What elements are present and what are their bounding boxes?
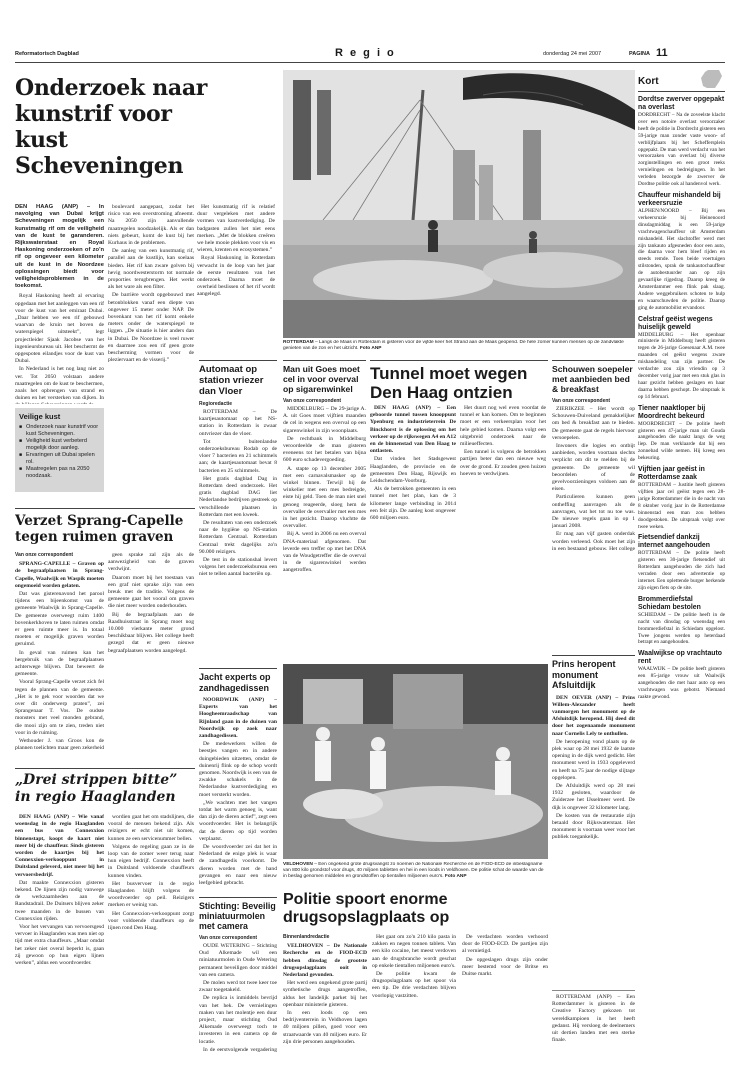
- paragraph: Het gaat om zo'n 210 kilo pasta in zakken en negen tonnen tablets. Van een kilo cocaine, het meest verdoven aan de drugsbranche wordt geschat op enkele tientallen miljoenen euro's.: [372, 934, 456, 969]
- kort-item: [638, 405, 725, 462]
- paragraph: De woordvoerder zei dat het in Nederland de enige plek is waar de zandhagedis voorkomt. De dieren worden met de hand gevangen en naar een nieuw leefgebied gebracht.: [199, 844, 277, 887]
- paragraph: DEN HAAG (ANP) – Een geboorde tunnel tussen knooppunt Ypenburg en industrieterrein De Binckhorst is de oplossing om het verkeer op de rijkswegen A4 en A12 en de binnenstad van Den Haag te ontlasten.: [370, 405, 456, 455]
- paragraph: OUDE WETERING – Stichting Oud Alkemade wil een miniatuurmolen in Oude Wetering permanent beveiligen door middel van een camera.: [199, 943, 277, 978]
- kort-item-title: Dordtse zwerver opgepakt na overlast: [638, 96, 725, 111]
- paragraph: DEN HAAG (ANP) – Wie vanaf woensdag in de regio Haaglanden een bus van Connexxion binnenstapt, koopt de kaart niet meer bij de chauffeur. Sinds gisteren worden de kaartjes bij het Connexxion-verkooppunt in Duitsland geleverd, niet meer bij het vervoersbedrijf.: [15, 814, 104, 878]
- kort-item: [638, 650, 725, 701]
- jacht-article: [199, 668, 277, 893]
- sprang-col2: [108, 552, 194, 750]
- kort-item: [638, 534, 725, 591]
- beach-photo-caption: [283, 340, 635, 354]
- kort-item: [638, 466, 725, 530]
- paragraph: In geval van ruimen kan het hergebruik van de begraafplaatsen achterwege blijven. Dat beweert de gemeente.: [15, 649, 104, 678]
- paragraph: Het duurt nog wel even voordat de tunnel er kan komen. Om te beginnen moet er een verkeersplan voor het hele gebied komen. Daarna volgt een uitgebreid onderzoek naar de milieueffecten.: [460, 405, 546, 448]
- drei-headline: „Drei strippen bitte” in regio Haaglanden: [15, 772, 178, 805]
- list-item: ■ Onderzoek naar kunstrif voor kust Scheveningen.: [19, 424, 100, 438]
- paragraph: Vooral Sprang-Capelle verzet zich fel tegen de plannen van de gemeente. „Het is te gek voor woorden dat we over dit onderwerp praten”, zei Sprangenaar T. Vos. De oudste monsters met veel monden gebrand, die mooi zijn om te zien, treden niet voor in de ruiming.: [15, 679, 104, 736]
- byline: Van onze correspondent: [199, 935, 258, 941]
- main-article-lead: DEN HAAG (ANP) – In navolging van Dubai krijgt Scheveningen mogelijk een kunstmatig rif om de veiligheid van de kust te garanderen. Rijkswaterstaat en Royal Haskoning onderzoeken of zo'n rif op ongeveer een kilometer uit de kust in de Noordzee oplossingen biedt voor veiligheidsproblemen in de toekomst.: [15, 204, 104, 290]
- page-number: 11: [656, 47, 668, 59]
- kort-item-title: Vijftien jaar geëist in Rotterdamse zaak: [638, 466, 705, 482]
- main-article-col2: [108, 204, 194, 404]
- kort-item-text: ALPHEN/NOORD – Bij een verkeersruzie bij Heinenoord dinsdagmiddag is een 59-jarige vrachtwagenchauffeur uit Amsterdam mishandeld. Het slachtoffer werd met zijn tankauto afgesneden door een auto, die daarna voor hem bleef rijden en steeds remde. Toen beide voertuigen stilstonden, sprak de tankautochauffeur de autobestuurder aan op zijn gevaarlijke rijgedrag. Daarop kreeg de Amsterdammer een flink pak slaag. Andere weggebruikers schoten te hulp en waarschuwden de politie. Daarop ging de automobilist ervandoor.: [638, 207, 725, 311]
- paragraph: Bij A. werd in 2006 nu een overval DNA-materiaal afgenomen. Dat leverde een treffer op met het DNA van de Woudgetreffer die de overval in de sigarenwinkel werden aangetroffen.: [283, 531, 366, 574]
- paragraph: SPRANG-CAPELLE – Graven op de begraafplaatsen in Sprang-Capelle, Waalwijk en Waspik moeten ongemoeid worden gelaten.: [15, 561, 104, 589]
- caption-text: – Langs de Maas in Rotterdam is gisteren voor de vijfde keer het Strand aan de Maas geopend. De hele zomer kunnen mensen op de zandvlakte genieten van de zon en het uitzicht.: [283, 340, 624, 351]
- paragraph: Het busvervoer in de regio Haaglanden blijft volgens de woordvoerder op peil. Reizigers merken er weinig van.: [108, 880, 194, 909]
- paragraph: Er mag aan vijf gasten onderdak worden verleend. Ook moet het zijn in een bestaand gebouw. Het college: [552, 531, 635, 551]
- automaat-headline: Automaat op station vriezer dan Vloer: [199, 364, 264, 397]
- paragraph: Het gratis dagblad Dag in Rotterdam deed onderzoek. Het gratis dagblad DAG liet Nederlandse bedrijven gestreek op verschillende plaatsen in Rotterdam met een kweek.: [199, 475, 277, 518]
- tunnel-headline: Tunnel moet wegen Den Haag ontzien: [370, 364, 528, 402]
- beach-photo: [283, 70, 635, 338]
- photo-credit: Foto ANP: [444, 874, 467, 879]
- kort-item: [638, 96, 725, 188]
- paragraph: Dat was gisterenavond het parool tijdens een bijeenkomst van de gemeente Waalwijk in Sprang-Capelle. De gemeente overweegt ruim 1400 bovenkerkhoven te laten ruimen omdat er geen ruimte meer is. In totaal moeten er mogelijk graven worden geruimd.: [15, 591, 104, 648]
- politie-col1: [283, 934, 367, 1058]
- drugs-photo-illustration: [283, 664, 548, 859]
- kort-item-text: ROTTERDAM – De politie heeft gisteren een 30-jarige fietsendief uit Rotterdam aangehouden die zich had verraden door een advertentie op internet. Een oplettende burger herkende zijn eigen fiets op de site.: [638, 550, 725, 591]
- caption-text: – Een ongekend grote drugsvangst zo noemen de Nationale Recherche en de FIOD-ECD de inbeslagname van 800 kilo grondstof voor drugs, 40 miljoen tabletten en hei in een loods in Veldhoven. De politie schat de waarde van de in beslag genomen middelen en grondstoffen op tientallen miljoenen euro's.: [283, 862, 544, 879]
- paragraph: De opgeslagen drugs zijn onder meer bestemd voor de Britse en Duitse markt.: [462, 956, 548, 978]
- paragraph: Particulieren kunnen geen ontheffing aanvragen als de aanvragen, wat het tot nu toe was. De nieuwe regels gaan in op 1 januari 2008.: [552, 494, 635, 530]
- paragraph: Als de betrokken gemeenten in een tunnel met het plan, kan de 3 kilometer lange verbinding in 2014 een feit zijn. De aanleg kost ongeveer 600 miljoen euro.: [370, 486, 456, 522]
- kort-item-title: Fietsendief dankzij internet aangehouden: [638, 534, 710, 550]
- prins-body: [552, 695, 635, 865]
- prins-article: [552, 655, 635, 870]
- kort-item-text: MOORDRECHT – De politie heeft gisteren een 47-jarige man uit Gouda aangehouden die naakt langs de weg liep. De man verklaarde dat hij een zonnebad wilde nemen. Hij kreeg een bekeuring.: [638, 420, 725, 462]
- sprang-headline: Verzet Sprang-Capelle tegen ruimen graven: [15, 513, 184, 545]
- issue-date: donderdag 24 mei 2007: [543, 51, 602, 57]
- drei-col1: [15, 814, 104, 1059]
- paper-name: Reformatorisch Dagblad: [15, 51, 79, 57]
- paragraph: „We wachten met het vangen totdat het warm genoeg is, want dan zijn de dieren actief”, zegt een woordvoerder. Het is belangrijk dat de dieren op tijd worden verplaatst.: [199, 799, 277, 842]
- paragraph: De rechtbank in Middelburg veroordeelde de man gisteren eveneens tot het betalen van bijna 600 euro schadevergoeding.: [283, 435, 366, 464]
- kort-title: Kort: [638, 76, 659, 87]
- paragraph: De aanleg van een kunstmatig rif, parallel aan de kustlijn, kan soelaas bieden. Het rif kan zware golven bij hevig noordwesterstorm tot normale proporties terugbrengen. Het werkt als het ware als een filter.: [108, 248, 194, 291]
- paragraph: DEN OEVER (ANP) – Prins Willem-Alexander heeft vanmorgen het monument op de Afsluitdijk heropend. Hij deed dit door het zogenaamde monument naar Cornelis Lely te onthullen.: [552, 694, 635, 737]
- politie-headline: Politie spoort enorme drugsopslagplaats op: [283, 891, 450, 926]
- rotterdam-brief: [552, 990, 635, 1052]
- byline: Binnenlandredactie: [283, 934, 330, 940]
- byline: Van onze correspondent: [283, 398, 342, 404]
- paragraph: Het Connexxion-verkooppunt zorgt voor voldoende chauffeurs op de lijnen rond Den Haag.: [108, 910, 194, 932]
- tunnel-col1: [370, 405, 456, 650]
- kort-item-text: MIDDELBURG – Het openbaar ministerie in Middelburg heeft gisteren tegen de 26-jarige Goesenaar A.M. twee maanden cel geëist wegens zware mishandeling van zijn partner. De verdachte zou zijn vriendin op 3 december vorig jaar met een stuk glas in haar gezicht hebben geslagen en haar daarna hebben geschopt. De uitspraak is op 14 februari.: [638, 331, 725, 400]
- paragraph: Inwoners die logies en ontbijt aanbieden, worden voortaan slechts verplicht om dit te melden bij de gemeente. De gemeente wil beoordelen of de gevelvoorzieningen voldoen aan de eisen.: [552, 443, 635, 493]
- politie-col3: [462, 934, 548, 1058]
- main-headline: Onderzoek naar kunstrif voor kust Scheveningen: [15, 75, 208, 179]
- paragraph: De resultaten van een onderzoek naar de hygiëne op NS-station Rotterdam Centraal. Rotterdam Centraal trekt dagelijks zo'n 90.000 reizigers.: [199, 520, 277, 555]
- man-goes-headline: Man uit Goes moet cel in voor overval op sigarenwinkel: [283, 364, 360, 394]
- paragraph: geen sprake zal zijn als de aanwezigheid van de graven verdwijnt.: [108, 552, 194, 573]
- kort-item-text: SCHIEDAM – De politie heeft in de nacht van dinsdag op woensdag een brommerdiefstal in Schiedam opgelost. Twee jongens werden op heterdaad betrapt en aangehouden.: [638, 611, 725, 646]
- paragraph: Tot buitenlandse onderzoeksbureau Rodab op de vloer 7 bacterien en 21 schimmels aan; de kaartjesautomaat bevat 8 bacterien en 25 schimmels.: [199, 438, 277, 474]
- paragraph: Wethouder J. van Groos kon de plannen toelichten maar geen zekerheid: [15, 738, 104, 750]
- kort-item-title: Waalwijkse op vrachtauto rent: [638, 650, 722, 666]
- veilige-kust-list: [19, 424, 100, 480]
- politie-col2: [372, 934, 456, 1058]
- byline: Van onze correspondent: [552, 398, 611, 404]
- sprang-article: [15, 508, 195, 548]
- schouwen-headline: Schouwen soepeler met aanbieden bed & breakfast: [552, 364, 633, 394]
- schouwen-body: [552, 406, 635, 551]
- header-rule: [15, 62, 725, 63]
- netherlands-map-icon: [695, 70, 725, 90]
- paragraph: NOORDWIJK (ANP) – Experts van het Hoogheemraadschap van Rijnland gaan in de duinen van Noordwijk op zoek naar zandhagedissen.: [199, 697, 277, 740]
- sprang-col1: [15, 552, 104, 750]
- list-item: ■ Veiligheid kust verbeterd mogelijk door aanleg.: [19, 438, 100, 452]
- kort-item: [638, 596, 725, 647]
- paragraph: VELDHOVEN – De Nationale Recherche en de FIOD-ECD hebben dinsdag de grootste drugsopslagplaats ooit in Nederland gevonden.: [283, 943, 367, 979]
- paragraph: De kosten van de restauratie zijn betaald door Rijkswaterstaat. Het monument is voortaan weer voor het publiek toegankelijk.: [552, 812, 635, 841]
- man-goes-article: [283, 360, 366, 660]
- page-label: PAGINA: [629, 51, 650, 57]
- kort-item-text: ROTTERDAM – Justitie heeft gisteren vijftien jaar cel geëist tegen een 28-jarige Rotterdammer die in de nacht van 8 oktober vorig jaar in de Rotterdamse binnenstad een man zou hebben doodgestoken. De uitspraak volgt over twee weken.: [638, 482, 725, 530]
- paragraph: In de eerstvolgende vergadering: [203, 1046, 277, 1053]
- kort-item: [638, 192, 725, 312]
- paragraph: ROTTERDAM – De kaartjesautomaat op het NS-station in Rotterdam is zwaar ontvriezer dan de vloer.: [199, 409, 277, 437]
- paragraph: Dat vinden het Stadsgewest Haaglanden, de provincie en de gemeenten Den Haag, Rijswijk en Leidschendam-Voorburg.: [370, 456, 456, 485]
- paragraph: boulevard aangepast, zodat het risico van een overstroming afneemt. Na 2050 zijn aanvullende maatregelen noodzakelijk. Als er dan niets gebeurt, komt de kust bij het Kurhaus in de problemen.: [108, 204, 194, 247]
- paragraph: ROTTERDAM (ANP) – Een Rotterdammer is gisteren in de Creative Factory gekozen tot wereldkampioen in het heeft gedanst. Hij versloeg de deelnemers uit dertien landen met een sterke finale.: [552, 994, 635, 1044]
- paragraph: Het kunstmatig rif is relatief duur vergeleken met andere vormen van kustverdediging. De badgasten zullen het niet eens merken. „Met de blokken creëren we hele mooie plekken voor vis en wieren, krenten en ecosystemen.”: [197, 204, 275, 254]
- drugs-photo-caption: [283, 862, 548, 886]
- prins-headline: Prins heropent monument Afsluitdijk: [552, 659, 616, 690]
- section-title: R e g i o: [335, 47, 396, 59]
- veilige-kust-box: [15, 408, 104, 492]
- page-header: [15, 47, 725, 61]
- paragraph: De replica is inmiddels bevrijd van het hek. De vernielingen maken van het molentje een duur project, maar stichting Oud Alkemade overweegt toch te investeren in een camera op de locatie.: [199, 995, 277, 1045]
- politie-article: [283, 891, 548, 931]
- paragraph: De medewerkers willen de beestjes vangen en in andere duingebieden uitzetten, omdat de duinenrij flink op de schop wordt genomen. Noordwijk is een van de zwakke schakels in de Nederlandse kustverdediging en moet versterkt worden.: [199, 741, 277, 798]
- stichting-headline: Stichting: Beveilig miniatuurmolen met camera: [199, 901, 276, 931]
- jacht-headline: Jacht experts op zandhagedissen: [199, 672, 271, 693]
- kort-item-title: Celstraf geëist wegens huiselijk geweld: [638, 315, 713, 331]
- paragraph: Daarom moet bij het toestaan van een graf niet sprake zijn van een breuk met de traditie. Volgens de gemeente gaat het vooral om graven die niet meer worden onderhouden.: [108, 574, 194, 610]
- paragraph: Bij de begraafplaats aan de Raadhuisstraat in Sprang moet nog 10.000 vierkante meter grond beschikbaar blijven. Het college heeft gezegd dat er geen nieuwe begraafplaatsen worden aangelegd.: [108, 611, 194, 654]
- paragraph: Royal Haskoning in Rotterdam verwacht in de loop van het jaar de eerste resultaten van het onderzoek. Daarna moet de overheid beslissen of het rif wordt aangelegd.: [197, 255, 275, 298]
- kort-item-text: DORDRECHT – Na de zoveelste klacht over een notoire overlast veroorzaker heeft de politie in Dordrecht gisteren een 59-jarige man zonder vaste woon- of verblijfplaats bij het Scheffersplein opgepakt. De man werd verdacht van het veroorzaken van overlast bij diverse zorginstellingen en een groot reeks vernielingen en bedreigingen. In het verleden bezorgde de zwerver de Dordtse politie ook al handenvol werk.: [638, 112, 725, 188]
- kort-column: [638, 70, 725, 1060]
- byline: Van onze correspondent: [15, 552, 74, 558]
- paragraph: A. stapte op 13 december 2005 met een carnavalsmasker op de winkel binnen. Terwijl hij de winkelier met een mes bedreigde, eiste hij geld. Toen de man niet snel genoeg reageerde, sloeg hem de overvaller de overvaller met een mes in het gezicht. Daarop vluchtte de overvaller.: [283, 465, 366, 530]
- paragraph: Voor het vervangen van vervoersgesd vervoer in Haaglanden was men niet op tijd met extra chauffeurs. „Maar omdat het zeker niet overal beperkt is, gaan zij gewoon op hun eigen lijnen werken”, aldus een woordvoerder.: [15, 924, 104, 967]
- tunnel-col2: [460, 405, 546, 650]
- paragraph: Volgens de regeling gaan ze in de loop van de zomer weer terug naar hun eigen bedrijf. Connexxion heeft in Duitsland voldoende chauffeurs kunnen vinden.: [108, 843, 194, 879]
- paragraph: De verdachten worden verhoord door de FIOD-ECD. De partijen zijn al vernietigd.: [462, 934, 548, 955]
- paragraph: De barrière wordt opgebouwd met betonblokken vanaf een diepte van ongeveer 15 meter onder NAP. De bovenkant van het rif komt enkele meters onder de waterspiegel te liggen. „De situatie is hier anders dan in Dubai. De Noordzee is veel ruwer en daarmee zou een rif geen grote bescherming vormen voor de pleziervaart en de visserij.”: [108, 292, 194, 364]
- paragraph: De Afsluitdijk werd op 28 mei 1932 gesloten, waardoor de Zuiderzee het IJsselmeer werd. De dijk is ongeveer 32 kilometer lang.: [552, 782, 635, 811]
- kort-item-title: Tiener naaktloper bij Moordrecht bekeurd: [638, 404, 706, 420]
- paragraph: In Nederland is het nog lang niet zo ver. Tot 2050 volstaan andere maatregelen om de kust te beschermen, zoals het opbrengen van strand en duinen en het versterken van dijken. In: [15, 366, 104, 402]
- jacht-body: [199, 697, 277, 887]
- paragraph: In een loods op een bedrijventerrein in Veldhoven lagen 40 miljoen pillen, goed voor een straatwaarde van 40 miljoen euro. Er zijn drie personen aangehouden.: [283, 1010, 367, 1045]
- paragraph: De heropening vond plaats op de plek waar op 28 mei 1932 de laatste opening in de dijk werd gedicht. Het monument werd in 1933 opgeleverd en heeft na 75 jaar de nodige slijtage opgelopen.: [552, 738, 635, 781]
- kort-item-text: WAALWIJK – De politie heeft gisteren een 85-jarige vrouw uit Waalwijk aangehouden die met haar auto op een vrachtwagen was gebotst. Niemand raakte gewond.: [638, 666, 725, 700]
- schouwen-article: [552, 360, 635, 565]
- stichting-body: [199, 943, 277, 1053]
- paragraph: Een tunnel is volgens de betrokken partijen beter dan een nieuwe weg over de grond. Er zouden geen huizen hoeven te verdwijnen.: [460, 449, 546, 477]
- paragraph: De politie kwam de drugsopslagplaats op het spoor via een tip. De drie verdachten blijven voorlopig vastzitten.: [372, 971, 456, 999]
- beach-photo-illustration: [283, 70, 635, 338]
- list-item: ■ Ervaringen uit Dubai spelen rol.: [19, 452, 100, 466]
- stichting-article: [199, 897, 277, 1060]
- kort-item: [638, 316, 725, 401]
- kort-header: [638, 70, 725, 92]
- automaat-body: [199, 409, 277, 639]
- caption-tag: ROTTERDAM: [283, 340, 314, 345]
- byline: Regioredactie: [199, 401, 233, 407]
- drei-article: [15, 768, 195, 808]
- drugs-photo: [283, 664, 548, 859]
- drei-col2: [108, 814, 194, 1059]
- kort-item-title: Chauffeur mishandeld bij verkeersruzie: [638, 191, 721, 207]
- paragraph: Royal Haskoning heeft al ervaring opgedaan met het aanleggen van een rif voor de kust van het emiraat Dubai. „Daar hebben we een rif gebouwd waarvan de kruin net boven de waterspiegel uitsteekt”, legt projectleider Sjaak Jacobse van het ingenieursbureau uit. Het beschermt de opgespoten eilandjes voor de kust van Dubai.: [15, 293, 104, 365]
- paragraph: wordien gaat het om stadslijnen, die vooral de mensen bekend zijn. Als reizigers er echt niet uit komen, kunnen ze een servicenummer bellen.: [108, 814, 194, 842]
- caption-tag: VELDHOVEN: [283, 862, 313, 867]
- man-goes-body: [283, 406, 366, 626]
- paragraph: De test in de stationshal levert volgens het onderzoeksbureau een niet te tellen aantal bacteriën op.: [199, 557, 277, 578]
- list-item: ■ Maatregelen pas na 2050 noodzaak.: [19, 466, 100, 480]
- paragraph: Dat maakte Connexxion gisteren bekend. De lijnen zijn nodig vanwege de werkzaamheden aan de Randstadrail. De Duitsers blijven zeker twee maanden in de bussen van Connexxion rijden.: [15, 879, 104, 922]
- photo-credit: Foto ANP: [359, 346, 382, 351]
- paragraph: Het werd een ongekend grote partij synthetische drugs aangetroffen, aldus het landelijk parket bij het openbaar ministerie gisteren.: [283, 980, 367, 1008]
- paragraph: MIDDELBURG – De 29-jarige A. A. uit Goes moet vijftien maanden de cel in wegens een overval op een sigarenwinkel in zijn woonplaats.: [283, 406, 366, 434]
- paragraph: ZIERIKZEE – Het wordt op Schouwen-Duiveland gemakkelijker om bed & breakfast aan te bieden. De gemeente gaat de regels hiervoor versoepelen.: [552, 406, 635, 441]
- automaat-article: [199, 360, 277, 665]
- veilige-kust-title: Veilige kust: [19, 412, 61, 421]
- kort-item-title: Brommerdiefstal Schiedam bestolen: [638, 595, 701, 611]
- paragraph: De molen werd tot twee keer toe zwaar toegetakeld.: [199, 980, 277, 994]
- main-article-col1: [15, 204, 104, 404]
